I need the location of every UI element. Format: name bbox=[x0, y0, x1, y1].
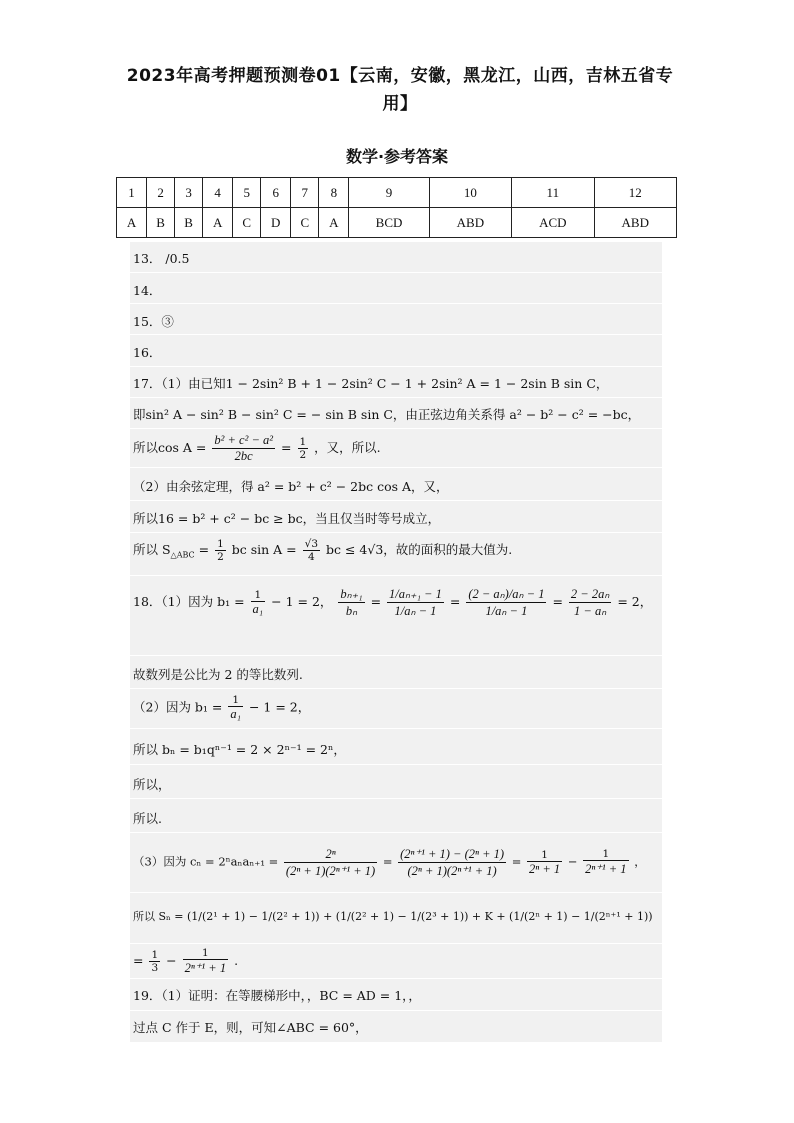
divider bbox=[130, 764, 662, 765]
solution-17-line-3 bbox=[133, 433, 381, 464]
question-number-cell: 9 bbox=[349, 178, 429, 208]
divider bbox=[130, 303, 662, 304]
answer-cell: A bbox=[319, 208, 349, 238]
fraction-numerator: √3 bbox=[304, 538, 318, 550]
text-segment: = bbox=[511, 854, 522, 869]
fraction-denominator: 4 bbox=[307, 551, 315, 563]
solution-17-line-6 bbox=[133, 538, 512, 563]
text-segment: （3）因为 cₙ = 2ⁿaₙaₙ₊₁ = bbox=[133, 854, 279, 869]
page-subtitle: 数学·参考答案 bbox=[345, 147, 449, 166]
text-segment: = 2， bbox=[617, 594, 653, 609]
answer-table bbox=[116, 177, 677, 238]
divider bbox=[130, 272, 662, 273]
fraction bbox=[303, 538, 320, 563]
fraction bbox=[298, 436, 309, 461]
fraction bbox=[251, 589, 266, 617]
question-number-cell: 7 bbox=[291, 178, 319, 208]
answer-cell: B bbox=[175, 208, 203, 238]
text-segment: − bbox=[567, 854, 578, 869]
divider bbox=[130, 978, 662, 979]
fraction-denominator: 2 bbox=[217, 551, 224, 563]
question-number-cell: 4 bbox=[203, 178, 233, 208]
fraction-denominator: 3 bbox=[151, 962, 159, 974]
divider bbox=[130, 532, 662, 533]
solution-18-line-9 bbox=[133, 947, 238, 976]
divider bbox=[130, 832, 662, 833]
fraction bbox=[583, 848, 628, 877]
fraction-denominator: (2ⁿ + 1)(2ⁿ⁺¹ + 1) bbox=[285, 863, 376, 878]
fraction-denominator: a₁ bbox=[230, 707, 241, 721]
divider bbox=[130, 943, 662, 944]
divider bbox=[130, 798, 662, 799]
table-row-numbers bbox=[117, 178, 677, 208]
fraction bbox=[228, 694, 243, 722]
fraction-numerator: 1 bbox=[583, 848, 628, 861]
text-segment: bc ≤ 4√3，故的面积的最大值为. bbox=[325, 542, 513, 557]
solution-18-line-1 bbox=[133, 586, 652, 619]
divider bbox=[130, 892, 662, 893]
fraction-denominator: 2 bbox=[299, 449, 307, 461]
fraction-numerator: 1 bbox=[527, 849, 562, 862]
fraction-numerator: 1/aₙ₊₁ − 1 bbox=[389, 587, 442, 601]
fraction-denominator: (2ⁿ + 1)(2ⁿ⁺¹ + 1) bbox=[407, 864, 497, 878]
solution-18-line-8: 所以 Sₙ = (1/(2¹ + 1) − 1/(2² + 1)) + (1/(2² + 1) − 1/(2³ + 1)) + K + (1/(2ⁿ + 1) − 1/(2ⁿ⁺¹ + 1)) bbox=[133, 910, 653, 923]
question-number-cell: 10 bbox=[429, 178, 511, 208]
solution-18-line-4: 所以 bₙ = b₁qⁿ⁻¹ = 2 × 2ⁿ⁻¹ = 2ⁿ， bbox=[133, 742, 346, 757]
fraction-denominator: 1 − aₙ bbox=[574, 604, 607, 618]
fraction-denominator: 1/aₙ − 1 bbox=[485, 604, 528, 618]
text-segment: 所以cos A = bbox=[133, 440, 207, 455]
answer-cell: B bbox=[147, 208, 175, 238]
fraction-numerator: 1 bbox=[299, 436, 307, 448]
page-title: 2023年高考押题预测卷01【云南，安徽，黑龙江，山西，吉林五省专用】 bbox=[126, 66, 674, 114]
divider bbox=[130, 397, 662, 398]
fraction-denominator: a₁ bbox=[252, 601, 264, 616]
fraction-numerator: 1 bbox=[151, 949, 159, 961]
text-segment: = bbox=[382, 854, 393, 869]
fraction bbox=[569, 586, 611, 619]
answer-cell: ACD bbox=[512, 208, 594, 238]
answer-cell: C bbox=[291, 208, 319, 238]
text-segment: 18．（1）因为 b₁ = bbox=[133, 594, 245, 609]
text-segment: （2）因为 b₁ = bbox=[133, 699, 223, 715]
divider bbox=[130, 655, 662, 656]
fraction-denominator: bₙ bbox=[345, 604, 358, 618]
fraction bbox=[338, 586, 364, 619]
text-segment: bc sin A = bbox=[231, 542, 297, 557]
table-row-answers bbox=[117, 208, 677, 238]
fraction-numerator: 2ⁿ bbox=[284, 847, 377, 863]
divider bbox=[130, 728, 662, 729]
fraction-denominator: 2ⁿ⁺¹ + 1 bbox=[184, 961, 227, 975]
fraction-numerator: bₙ₊₁ bbox=[340, 587, 363, 601]
fraction-numerator: 1 bbox=[217, 538, 224, 550]
answer-cell: C bbox=[233, 208, 261, 238]
answer-cell: D bbox=[261, 208, 291, 238]
question-number-cell: 5 bbox=[233, 178, 261, 208]
question-number-cell: 8 bbox=[319, 178, 349, 208]
answer-cell: ABD bbox=[594, 208, 676, 238]
text-segment: − 1 = 2， bbox=[271, 594, 333, 609]
solution-18-line-3 bbox=[133, 694, 310, 722]
answer-16: 16． bbox=[133, 345, 162, 360]
text-segment: = bbox=[133, 953, 144, 968]
fraction bbox=[284, 847, 377, 879]
text-segment: ， bbox=[634, 854, 646, 869]
solution-19-line-2: 过点 C 作于 E，则，可知∠ABC = 60°， bbox=[133, 1020, 368, 1035]
fraction bbox=[183, 947, 228, 976]
fraction bbox=[398, 846, 506, 879]
fraction bbox=[212, 433, 275, 464]
fraction-numerator: b² + c² − a² bbox=[214, 433, 274, 447]
solution-18-line-5: 所以， bbox=[133, 777, 171, 792]
fraction-denominator: 2ⁿ⁺¹ + 1 bbox=[585, 862, 627, 876]
divider bbox=[130, 688, 662, 689]
fraction-numerator: (2 − aₙ)/aₙ − 1 bbox=[468, 587, 545, 601]
fraction-numerator: 1 bbox=[183, 947, 228, 960]
text-segment: = bbox=[449, 594, 461, 609]
solution-17-line-1: 17．（1）由已知1 − 2sin² B + 1 − 2sin² C − 1 + 2sin² A = 1 − 2sin B sin C， bbox=[133, 376, 609, 391]
fraction bbox=[387, 586, 444, 619]
fraction bbox=[149, 949, 160, 974]
question-number-cell: 11 bbox=[512, 178, 594, 208]
solution-17-line-2: 即sin² A − sin² B − sin² C = − sin B sin C，由正弦边角关系得 a² − b² − c² = −bc， bbox=[133, 407, 641, 422]
answer-cell: A bbox=[203, 208, 233, 238]
answer-14: 14． bbox=[133, 283, 162, 298]
fraction-numerator: 1 bbox=[228, 694, 243, 707]
solution-18-line-7 bbox=[133, 846, 646, 879]
answer-cell: ABD bbox=[429, 208, 511, 238]
subscript: △ABC bbox=[170, 550, 195, 560]
solution-19-line-1: 19．（1）证明：在等腰梯形中，，BC = AD = 1，， bbox=[133, 988, 421, 1003]
text-segment: = bbox=[370, 594, 382, 609]
fraction bbox=[466, 586, 546, 619]
divider bbox=[130, 428, 662, 429]
answer-15: 15．③ bbox=[133, 314, 174, 329]
solution-17-line-4: （2）由余弦定理，得 a² = b² + c² − 2bc cos A，又， bbox=[133, 479, 449, 494]
fraction-numerator: 1 bbox=[251, 589, 266, 602]
fraction-numerator: 2 − 2aₙ bbox=[570, 587, 610, 601]
question-number-cell: 1 bbox=[117, 178, 147, 208]
text-segment: = bbox=[552, 594, 563, 609]
text-segment: 所以 S bbox=[133, 542, 171, 557]
fraction-numerator: (2ⁿ⁺¹ + 1) − (2ⁿ + 1) bbox=[400, 847, 505, 861]
solution-18-line-2: 故数列是公比为 2 的等比数列. bbox=[133, 667, 303, 682]
divider bbox=[130, 334, 662, 335]
fraction bbox=[215, 538, 226, 563]
divider bbox=[130, 575, 662, 576]
divider bbox=[130, 1010, 662, 1011]
solution-17-line-5: 所以16 = b² + c² − bc ≥ bc，当且仅当时等号成立， bbox=[133, 511, 441, 526]
answer-13: 13． /0.5 bbox=[133, 251, 190, 266]
text-segment: − 1 = 2， bbox=[248, 699, 311, 715]
answer-cell: A bbox=[117, 208, 147, 238]
question-number-cell: 6 bbox=[261, 178, 291, 208]
text-segment: . bbox=[234, 953, 239, 968]
question-number-cell: 12 bbox=[594, 178, 676, 208]
fraction bbox=[527, 849, 562, 877]
question-number-cell: 3 bbox=[175, 178, 203, 208]
divider bbox=[130, 467, 662, 468]
fraction-denominator: 1/aₙ − 1 bbox=[394, 604, 437, 618]
divider bbox=[130, 500, 662, 501]
fraction-denominator: 2ⁿ + 1 bbox=[529, 861, 561, 876]
text-segment: ，又，所以. bbox=[314, 440, 381, 455]
divider bbox=[130, 366, 662, 367]
answer-cell: BCD bbox=[349, 208, 429, 238]
text-segment: = bbox=[198, 542, 210, 557]
question-number-cell: 2 bbox=[147, 178, 175, 208]
text-segment: − bbox=[166, 953, 177, 968]
text-segment: = bbox=[281, 440, 292, 455]
fraction-denominator: 2bc bbox=[234, 449, 253, 463]
solution-18-line-6: 所以. bbox=[133, 811, 162, 826]
